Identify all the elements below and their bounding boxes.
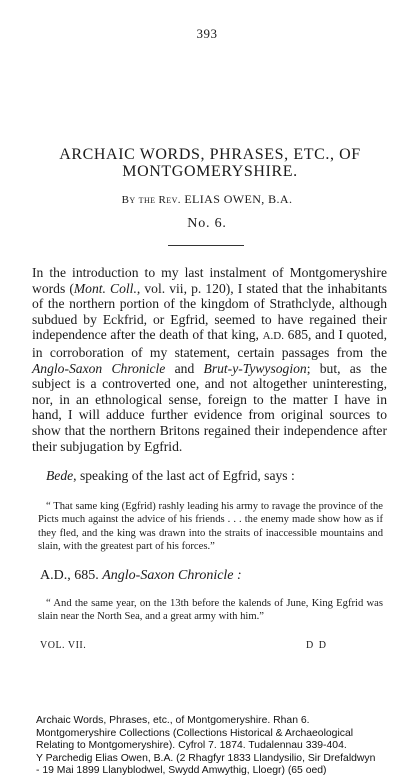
- caption-line-3: Relating to Montgomeryshire). Cyfrol 7. 1874. Tudalennau 339-404.: [36, 740, 347, 752]
- caption-line-1: Archaic Words, Phrases, etc., of Montgomeryshire. Rhan 6.: [36, 715, 310, 726]
- p1-ad: A.D.: [262, 330, 284, 343]
- p1-text-c: 685, and I quoted, in corroboration of my statement, certain passages from the: [32, 327, 388, 360]
- title-line-1: ARCHAIC WORDS, PHRASES, ETC., OF: [59, 146, 361, 163]
- paragraph-2: [32, 468, 387, 484]
- paragraph-1: [32, 265, 387, 454]
- p1-text-a: In the introduction to my last instalment of Montgomeryshire words (: [32, 265, 387, 296]
- p2-text: , speaking of the last act of Egfrid, says :: [73, 468, 295, 483]
- p1-chronicle: Anglo-Saxon Chronicle: [32, 360, 166, 376]
- quote-1: “ That same king (Egfrid) rashly leading his army to ravage the province of the Picts much against the advice of his friends . . . the enemy made show how as if they fled, and the king was drawn into the straits of inaccessible mountains and slain, with the greatest part of his forces.”: [38, 501, 383, 552]
- p1-text-d: ; but, as the subject is a controverted one, and not altogether uninteresting, nor, in an ethnological sense, foreign to the matter I have in hand, I will adduce further evidence from original sources to show that the northern Britons regained their independence after their subjugation by Egfrid.: [32, 360, 387, 454]
- p2-bede: Bede: [46, 468, 74, 483]
- installment-number: No. 6.: [187, 216, 227, 231]
- p1-text-b: , vol. vii, p. 120), I stated that the inhabitants of the northern portion of the kingdom of Strathclyde, although subdued by Eckfrid, or Egfrid, seemed to have regained their independence after the death of that king,: [32, 280, 388, 343]
- quote-2: “ And the same year, on the 13th before the kalends of June, King Egfrid was slain near the North Sea, and a great army with him.”: [38, 598, 383, 623]
- title-line-2: MONTGOMERYSHIRE.: [122, 163, 298, 180]
- divider-rule: [168, 245, 244, 246]
- footer-signature: D D: [306, 640, 328, 651]
- heading-ad: A.D., 685.: [40, 568, 99, 583]
- p1-and: and: [165, 360, 204, 376]
- article-title: [30, 146, 390, 180]
- page-number: 393: [196, 26, 218, 41]
- heading-title: Anglo-Saxon Chronicle :: [102, 568, 242, 583]
- caption-line-5: - 19 Mai 1899 Llanyblodwel, Swydd Amwythig, Lloegr) (65 oed): [36, 765, 327, 777]
- footer-volume: VOL. VII.: [40, 640, 87, 651]
- caption-line-4: Y Parchedig Elias Owen, B.A. (2 Rhagfyr 1833 Llandysilio, Sir Drefaldwyn: [36, 752, 376, 764]
- byline: [0, 192, 414, 207]
- p1-cite: Mont. Coll.: [73, 280, 137, 296]
- byline-author: ELIAS OWEN, B.A.: [184, 192, 293, 206]
- caption-line-2: Montgomeryshire Collections (Collections Historical & Archaeological: [36, 727, 354, 739]
- byline-prefix: By the Rev.: [121, 194, 181, 206]
- p1-brut: Brut-y-Tywysogion: [203, 360, 307, 376]
- heading-chronicle: [40, 568, 242, 584]
- caption: [36, 715, 406, 778]
